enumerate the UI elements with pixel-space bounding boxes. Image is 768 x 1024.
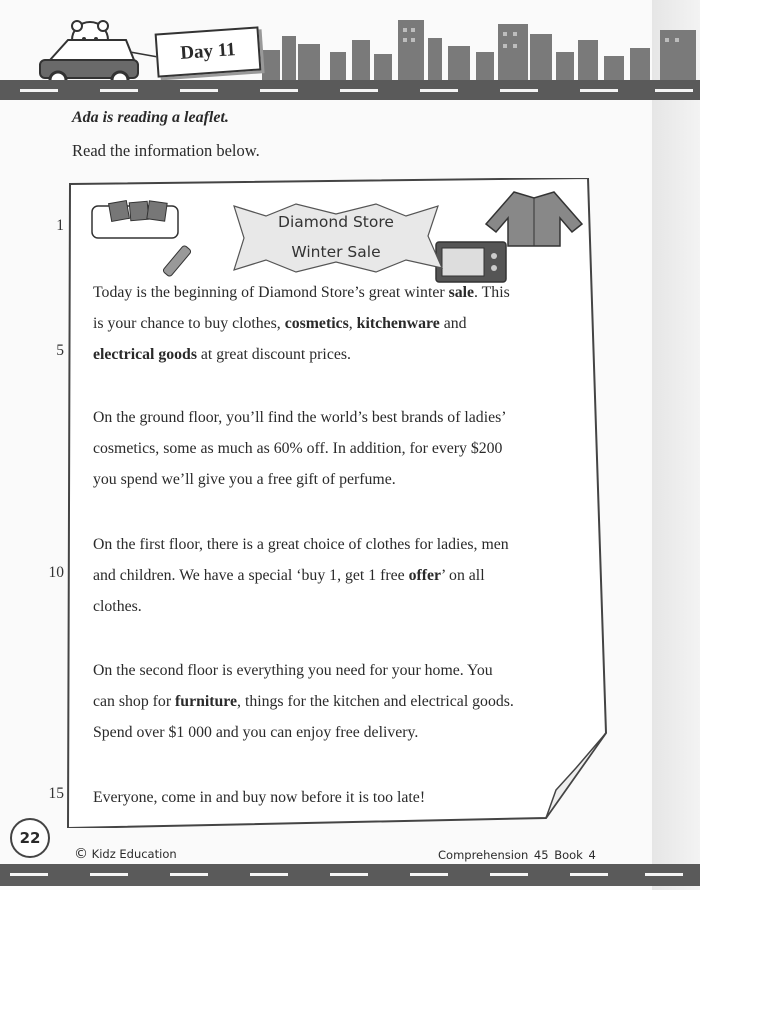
text-run: you spend we’ll give you a free gift of perfume. <box>93 471 396 489</box>
publisher-credit <box>74 846 177 862</box>
leaflet-line <box>93 782 425 813</box>
text-run: can shop for <box>93 693 176 711</box>
sale-title-line1: Diamond Store <box>278 213 394 231</box>
line-number: 15 <box>48 785 64 802</box>
text-run: , <box>348 315 357 333</box>
leaflet-paragraph <box>93 277 510 371</box>
leaflet-paragraph <box>93 529 509 623</box>
text-run: On the ground floor, you’ll find the world’s best brands of ladies’ <box>93 409 507 426</box>
text-run: is your chance to buy clothes, <box>93 315 285 333</box>
leaflet-line <box>93 464 507 495</box>
keyword: cosmetics <box>284 315 349 333</box>
text-run: . This <box>474 284 510 301</box>
text-run: and <box>439 315 467 333</box>
day-label: Day 11 <box>155 26 262 77</box>
leaflet-line <box>93 591 509 622</box>
line-number: 10 <box>48 564 64 581</box>
leaflet-line <box>93 655 514 686</box>
instruction-text: Read the information below. <box>72 141 260 160</box>
leaflet-line <box>93 529 509 560</box>
leaflet-paragraph <box>93 655 514 749</box>
keyword: sale <box>448 284 475 301</box>
copyright-icon: © <box>74 846 88 862</box>
leaflet <box>66 178 612 828</box>
sofa-icon <box>90 200 182 240</box>
page-shadow <box>652 0 700 890</box>
publisher-name: Kidz Education <box>91 847 177 861</box>
text-run: clothes. <box>93 598 142 616</box>
leaflet-line <box>93 402 507 433</box>
footer-road <box>0 864 700 886</box>
text-run: and children. We have a special ‘buy 1, get 1 free <box>93 567 409 585</box>
leaflet-line <box>93 717 514 748</box>
leaflet-line <box>93 339 510 370</box>
text-run: ’ on all <box>441 567 485 585</box>
intro-text: Ada is reading a leaflet. <box>72 109 229 126</box>
leaflet-line <box>93 433 507 464</box>
keyword: furniture <box>175 693 238 711</box>
book-title: Comprehension 45 Book 4 <box>438 848 596 862</box>
text-run: Today is the beginning of Diamond Store’s great winter <box>93 284 449 301</box>
keyword: offer <box>408 567 442 585</box>
sale-title-line2: Winter Sale <box>291 243 381 261</box>
leaflet-line <box>93 686 514 717</box>
text-run: On the second floor is everything you need for your home. You <box>93 662 493 679</box>
page-number: 22 <box>10 818 50 858</box>
text-run: , things for the kitchen and electrical goods. <box>237 693 514 711</box>
text-run: at great discount prices. <box>196 346 351 364</box>
leaflet-line <box>93 308 510 339</box>
leaflet-paragraph <box>93 782 425 813</box>
leaflet-paragraph <box>93 402 507 496</box>
keyword: kitchenware <box>356 315 440 333</box>
text-run: Everyone, come in and buy now before it is too late! <box>93 789 426 806</box>
line-number: 1 <box>56 217 64 234</box>
header-road <box>0 80 700 100</box>
line-number: 5 <box>56 342 64 359</box>
leaflet-line <box>93 277 510 308</box>
text-run: Spend over $1 000 and you can enjoy free delivery. <box>93 724 419 742</box>
leaflet-line <box>93 560 509 591</box>
keyword: electrical goods <box>93 346 197 364</box>
text-run: On the first floor, there is a great choice of clothes for ladies, men <box>93 536 509 553</box>
sale-title-banner <box>226 202 446 274</box>
text-run: cosmetics, some as much as 60% off. In addition, for every $200 <box>93 440 503 458</box>
